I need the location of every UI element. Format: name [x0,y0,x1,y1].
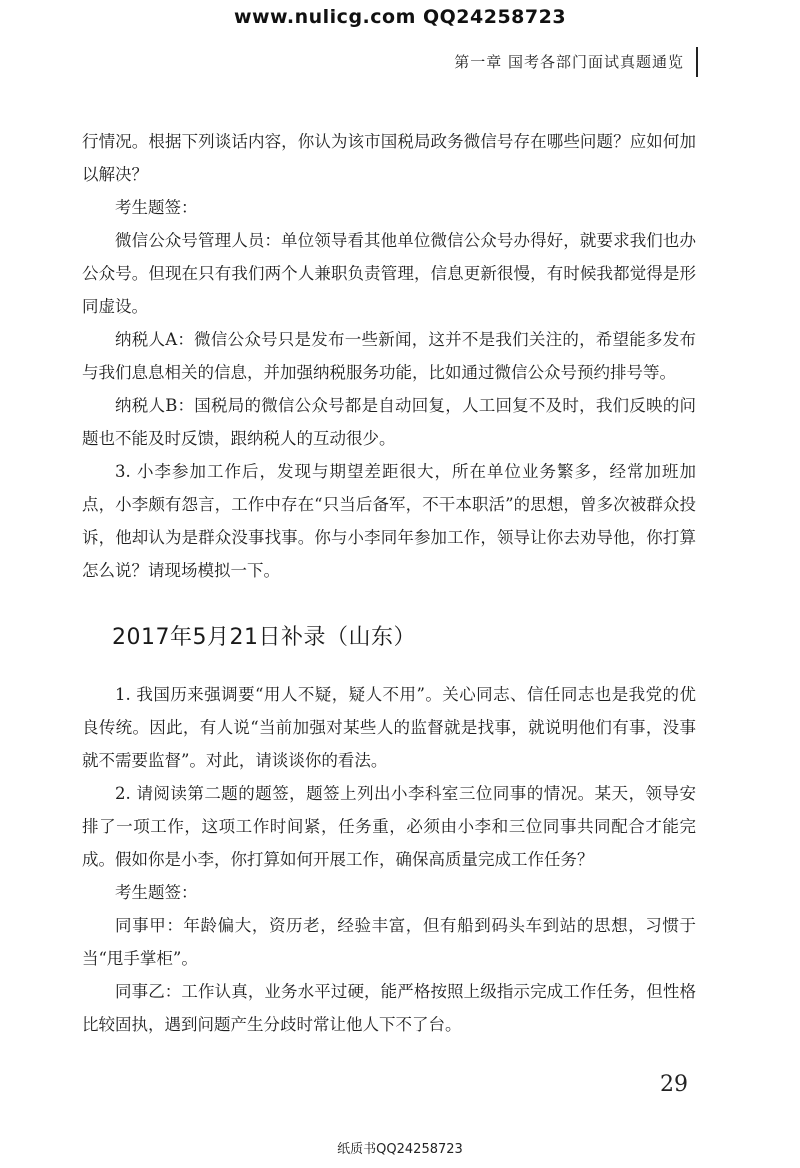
paragraph-wechat-admin: 微信公众号管理人员：单位领导看其他单位微信公众号办得好，就要求我们也办公众号。但现在只有我们两个人兼职负责管理，信息更新很慢，有时候我都觉得是形同虚设。 [82,231,696,316]
paragraph-taxpayer-b: 纳税人B：国税局的微信公众号都是自动回复，人工回复不及时，我们反映的问题也不能及时反馈，跟纳税人的互动很少。 [82,396,696,448]
paragraph-colleague-jia: 同事甲：年龄偏大，资历老，经验丰富，但有船到码头车到站的思想，习惯于当“甩手掌柜”。 [82,916,696,968]
page-number: 29 [660,1072,688,1097]
paragraph-taxpayer-a: 纳税人A：微信公众号只是发布一些新闻，这并不是我们关注的，希望能多发布与我们息息相关的信息，并加强纳税服务功能，比如通过微信公众号预约排号等。 [82,330,696,382]
section-title: 2017年5月21日补录（山东） [112,625,416,650]
paragraph-colleague-yi: 同事乙：工作认真，业务水平过硬，能严格按照上级指示完成工作任务，但性格比较固执，遇到问题产生分歧时常让他人下不了台。 [82,982,696,1034]
top-watermark: www.nulicg.com QQ24258723 [233,6,567,28]
text-block-bottom [82,678,696,1041]
text-block-top [82,125,696,587]
paragraph-question-3: 3. 小李参加工作后，发现与期望差距很大，所在单位业务繁多，经常加班加点，小李颇有怨言，工作中存在“只当后备军，不干本职活”的思想，曾多次被群众投诉，他却认为是群众没事找事。你与小李同年参加工作，领导让你去劝导他，你打算怎么说？请现场模拟一下。 [82,462,696,580]
paragraph-question-2: 2. 请阅读第二题的题签，题签上列出小李科室三位同事的情况。某天，领导安排了一项工作，这项工作时间紧，任务重，必须由小李和三位同事共同配合才能完成。假如你是小李，你打算如何开展工作，确保高质量完成工作任务？ [82,784,696,869]
footer-watermark: 纸质书QQ24258723 [337,1142,463,1157]
paragraph-label-candidate-slip: 考生题签： [115,198,198,217]
paragraph-question-1: 1. 我国历来强调要“用人不疑，疑人不用”。关心同志、信任同志也是我党的优良传统。因此，有人说“当前加强对某些人的监督就是找事，就说明他们有事，没事就不需要监督”。对此，请谈谈你的看法。 [82,685,696,770]
running-head-divider [696,47,698,77]
paragraph-label-candidate-slip-2: 考生题签： [115,883,198,902]
paragraph-continuation: 行情况。根据下列谈话内容，你认为该市国税局政务微信号存在哪些问题？应如何加以解决？ [82,132,696,184]
running-head: 第一章 国考各部门面试真题通览 [454,53,684,71]
